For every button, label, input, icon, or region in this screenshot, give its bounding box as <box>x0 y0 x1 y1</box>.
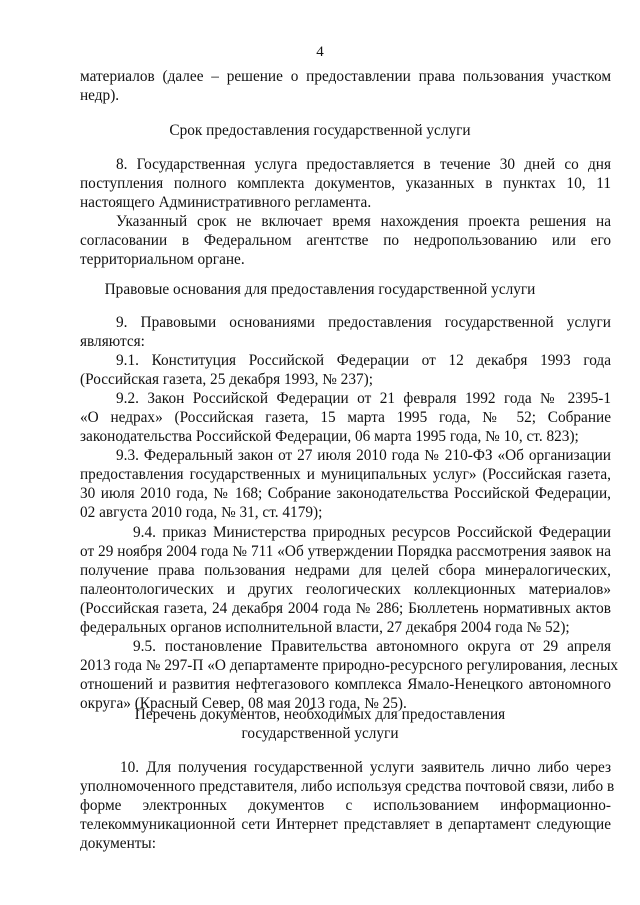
paragraph-9-1-line-1: 9.1. Конституция Российской Федерации от 12 декабря 1993 года <box>116 352 611 369</box>
paragraph-9-3-line-1: 9.3. Федеральный закон от 27 июля 2010 года № 210-ФЗ «Об организации <box>116 447 611 464</box>
paragraph-9-4-line-1: 9.4. приказ Министерства природных ресурсов Российской Федерации <box>133 524 611 541</box>
paragraph-9-5-line-3: отношений и развития нефтегазового комплекса Ямало-Ненецкого автономного <box>80 676 611 693</box>
paragraph-9-5-line-2: 2013 года № 297-П «О департаменте природно-ресурсного регулирования, лесных <box>80 657 619 674</box>
paragraph-10-line-2: уполномоченного представителя, либо используя средства почтовой связи, либо в <box>80 778 615 795</box>
paragraph-9-line-1: 9. Правовыми основаниями предоставления государственной услуги <box>116 314 611 331</box>
paragraph-10-line-5: документы: <box>80 835 156 852</box>
paragraph-8-line-1: 8. Государственная услуга предоставляется в течение 30 дней со дня <box>116 156 611 173</box>
paragraph-8b-line-3: территориальном органе. <box>80 251 245 268</box>
section-heading-documents-line-2: государственной услуги <box>241 725 399 742</box>
page-number: 4 <box>316 44 324 60</box>
paragraph-9-3-line-3: 30 июля 2010 года, № 168; Собрание законодательства Российской Федерации, <box>80 485 611 502</box>
paragraph-9-5-line-1: 9.5. постановление Правительства автономного округа от 29 апреля <box>133 638 611 655</box>
paragraph-10-line-3: форме электронных документов с использованием информационно- <box>80 797 611 814</box>
paragraph-9-4-line-4: палеонтологических и других геологических коллекционных материалов» <box>80 581 611 598</box>
paragraph-8-line-2: поступления полного комплекта документов, указанных в пунктах 10, 11 <box>80 175 611 192</box>
section-heading-documents-line-1: Перечень документов, необходимых для предоставления <box>134 706 506 723</box>
intro-line-1: материалов (далее – решение о предоставлении права пользования участком <box>80 68 611 85</box>
paragraph-8b-line-2: согласовании в Федеральном агентстве по недропользованию или его <box>80 232 611 249</box>
paragraph-9-line-2: являются: <box>80 333 145 350</box>
paragraph-8b-line-1: Указанный срок не включает время нахождения проекта решения на <box>116 213 611 230</box>
section-heading-legal: Правовые основания для предоставления государственной услуги <box>104 281 536 298</box>
paragraph-8-line-3: настоящего Административного регламента. <box>80 194 372 211</box>
paragraph-9-4-line-5: (Российская газета, 24 декабря 2004 года № 286; Бюллетень нормативных актов <box>80 600 611 617</box>
paragraph-9-3-line-2: предоставления государственных и муниципальных услуг» (Российская газета, <box>80 466 611 483</box>
section-heading-term: Срок предоставления государственной услуги <box>169 122 471 139</box>
paragraph-9-5-line-4: округа» (Красный Север, 08 мая 2013 года, № 25). <box>80 695 407 712</box>
paragraph-9-1-line-2: (Российская газета, 25 декабря 1993, № 237); <box>80 371 373 388</box>
paragraph-9-4-line-2: от 29 ноября 2004 года № 711 «Об утверждении Порядка рассмотрения заявок на <box>80 543 611 560</box>
paragraph-9-3-line-4: 02 августа 2010 года, № 31, ст. 4179); <box>80 504 323 521</box>
paragraph-10-line-1: 10. Для получения государственной услуги заявитель лично либо через <box>120 759 611 776</box>
intro-line-2: недр). <box>80 87 120 104</box>
paragraph-9-2-line-1: 9.2. Закон Российской Федерации от 21 февраля 1992 года № 2395-1 <box>116 390 611 407</box>
paragraph-9-4-line-3: получение права пользования недрами для целей сбора минералогических, <box>80 562 611 579</box>
paragraph-9-2-line-3: законодательства Российской Федерации, 06 марта 1995 года, № 10, ст. 823); <box>80 428 579 445</box>
paragraph-9-2-line-2: «О недрах» (Российская газета, 15 марта 1995 года, № 52; Собрание <box>80 409 611 426</box>
paragraph-9-4-line-6: федеральных органов исполнительной власти, 27 декабря 2004 года № 52); <box>80 619 570 636</box>
paragraph-10-line-4: телекоммуникационной сети Интернет представляет в департамент следующие <box>80 816 611 833</box>
